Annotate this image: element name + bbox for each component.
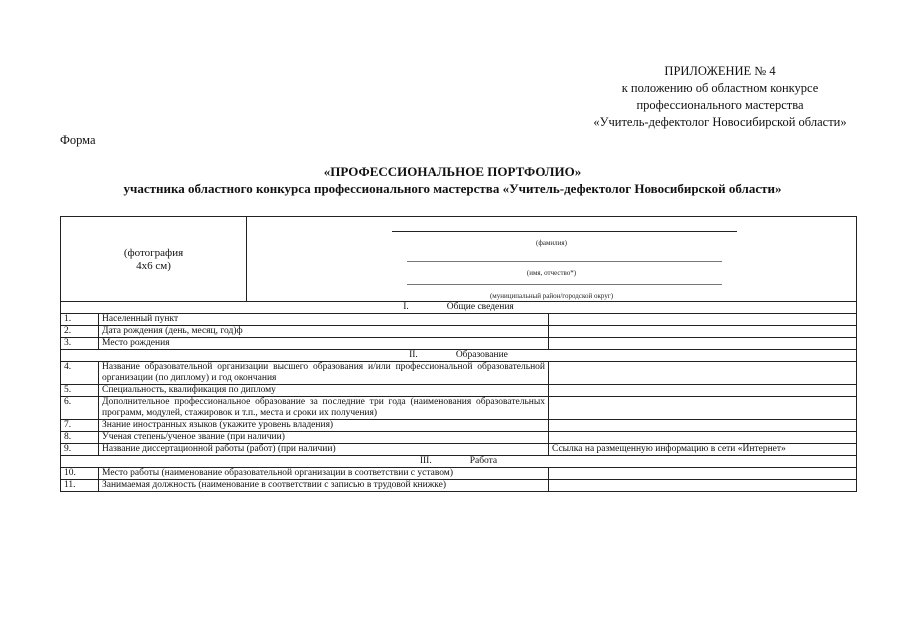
section-row (61, 302, 857, 314)
row-label: Название образовательной организации высшего образования и/или профессиональной образовательной организации (по диплому) и год окончания (99, 362, 549, 385)
table-row (61, 468, 857, 480)
appendix-header (520, 63, 905, 131)
row-number: 10. (61, 468, 99, 480)
row-label: Дата рождения (день, месяц, год)ф (99, 326, 549, 338)
row-value (549, 468, 857, 480)
name-caption: (имя, отчество*) (526, 269, 577, 277)
photo-label: (фотография (123, 247, 184, 259)
table-row (61, 314, 857, 326)
row-label: Населенный пункт (99, 314, 549, 326)
row-number: 5. (61, 385, 99, 397)
photo-placeholder (61, 217, 247, 302)
header-row (61, 217, 857, 302)
row-value (549, 314, 857, 326)
document-title: «ПРОФЕССИОНАЛЬНОЕ ПОРТФОЛИО» (323, 164, 582, 179)
row-number: 11. (61, 480, 99, 492)
table-row (61, 362, 857, 385)
section-number: I. (403, 302, 409, 312)
table-row (61, 444, 857, 456)
district-line (407, 284, 722, 285)
table-row (61, 480, 857, 492)
row-number: 3. (61, 338, 99, 350)
document-subtitle: участника областного конкурса профессионального мастерства «Учитель-дефектолог Новосибирской области» (123, 181, 782, 196)
table-row (61, 338, 857, 350)
table-row (61, 420, 857, 432)
row-value (549, 362, 857, 385)
row-value (549, 385, 857, 397)
row-value (549, 432, 857, 444)
row-label: Название диссертационной работы (работ) (при наличии) (99, 444, 549, 456)
row-number: 7. (61, 420, 99, 432)
surname-line (392, 231, 737, 232)
row-number: 8. (61, 432, 99, 444)
section-row (61, 456, 857, 468)
row-number: 1. (61, 314, 99, 326)
section-title: Работа (469, 456, 498, 466)
portfolio-table (60, 216, 857, 492)
section-number: III. (419, 456, 432, 466)
section-row (61, 350, 857, 362)
participant-name-block (247, 217, 857, 302)
forma-label: Форма (60, 133, 96, 147)
row-value (549, 420, 857, 432)
section-title: Образование (455, 350, 508, 360)
row-value (549, 397, 857, 420)
table-row (61, 326, 857, 338)
row-value (549, 326, 857, 338)
section-number: II. (409, 350, 418, 360)
name-line (407, 261, 722, 262)
row-value (549, 338, 857, 350)
appendix-line: «Учитель-дефектолог Новосибирской области» (593, 115, 847, 129)
row-label: Место работы (наименование образовательной организации в соответствии с уставом) (99, 468, 549, 480)
row-label: Место рождения (99, 338, 549, 350)
appendix-title: ПРИЛОЖЕНИЕ № 4 (664, 64, 776, 78)
row-label: Дополнительное профессиональное образование за последние три года (наименования образовательных программ, модулей, стажировок и т.п., места и сроки их получения) (99, 397, 549, 420)
row-number: 6. (61, 397, 99, 420)
surname-caption: (фамилия) (536, 239, 567, 247)
row-value: Ссылка на размещенную информацию в сети «Интернет» (549, 444, 857, 456)
row-label: Специальность, квалификация по диплому (99, 385, 549, 397)
photo-size-label: 4х6 см) (136, 260, 171, 272)
table-row (61, 432, 857, 444)
appendix-line: профессионального мастерства (636, 98, 804, 112)
district-caption: (муниципальный район/городской округ) (489, 292, 614, 300)
row-number: 9. (61, 444, 99, 456)
row-number: 4. (61, 362, 99, 385)
row-value (549, 480, 857, 492)
appendix-line: к положению об областном конкурсе (621, 81, 819, 95)
row-label: Знание иностранных языков (укажите уровень владения) (99, 420, 549, 432)
section-title: Общие сведения (446, 302, 514, 312)
row-label: Ученая степень/ученое звание (при наличии) (99, 432, 549, 444)
table-row (61, 385, 857, 397)
row-label: Занимаемая должность (наименование в соответствии с записью в трудовой книжке) (99, 480, 549, 492)
row-number: 2. (61, 326, 99, 338)
table-row (61, 397, 857, 420)
